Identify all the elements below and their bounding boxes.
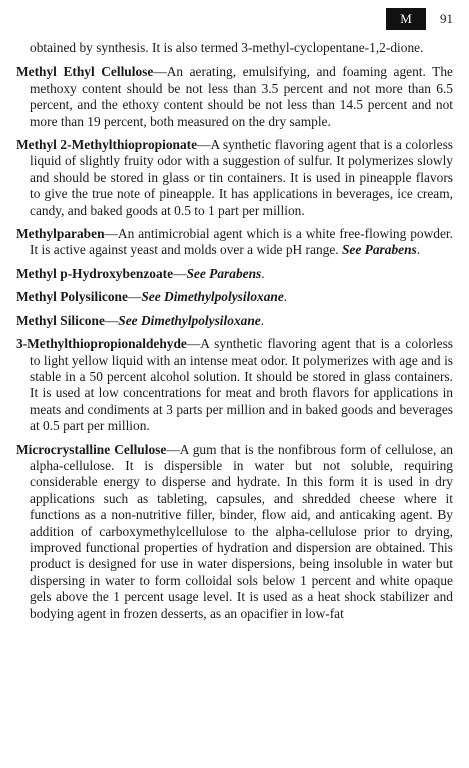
entry-methylparaben <box>16 226 453 259</box>
entry-methyl-p-hydroxybenzoate <box>16 266 453 282</box>
entry-microcrystalline-cellulose <box>16 442 453 622</box>
entry-term: Microcrystalline Cellulose <box>16 441 167 457</box>
entry-tail: . <box>283 289 288 305</box>
entry-tail: . <box>260 312 265 328</box>
entry-methyl-silicone <box>16 313 453 329</box>
entry-text: —An antimicrobial agent which is a white free-flowing powder. It is active against yeast and molds over a wide pH range. <box>30 226 453 258</box>
entry-continuation <box>16 40 453 56</box>
entry-term: Methyl p-Hydroxybenzoate <box>16 265 174 281</box>
entry-term: Methyl Polysilicone <box>16 289 128 305</box>
entry-text: —A synthetic flavoring agent that is a colorless to light yellow liquid with an intense meat odor. It polymerizes with age and is stable in a 50 percent alcohol solution. It should be stored in glass containers. It is used at low concentrations for meat and broth flavors for applications in meats and condiments at 3 parts per million and in baked goods and beverages at 0.5 part per million. <box>30 336 453 434</box>
page-number: 91 <box>440 11 453 26</box>
entry-text: —A synthetic flavoring agent that is a colorless liquid of slightly fruity odor with a suggestion of sulfur. It polymerizes slowly and should be stored in glass or tin containers. It is used in pineapple flavors to give the true note of pineapple. It has applications in beverages, ice cream, candy, and baked goods at 0.5 to 1 part per million. <box>30 137 453 218</box>
cross-reference: See Parabens <box>341 242 417 258</box>
entry-methyl-2-methylthiopropionate <box>16 137 453 219</box>
entry-term: Methylparaben <box>16 226 105 242</box>
entry-methyl-polysilicone <box>16 289 453 305</box>
entry-text: —A gum that is the nonfibrous form of cellulose, an alpha-cellulose. It is dispersible in water but not soluble, requiring considerable energy to disperse and hydrate. In this form it is used in dry applications such as tableting, capsules, and shredded cheese where it functions as a non-nutritive filler, binder, flow aid, and anticaking agent. By addition of carboxymethylcellulose to the alpha-cellulose prior to drying, improved functional properties of hydration and dispersion are obtained. This product is designed for use in water dispersions, being insoluble in water but dispersing in water to form colloidal sols below 1 percent and white opaque gels above the 1 percent usage level. It is used as a heat shock stabilizer and bodying agent in frozen desserts, as an opacifier in low-fat <box>30 441 453 621</box>
dictionary-body <box>16 40 453 629</box>
entry-tail: . <box>416 242 421 258</box>
entry-term: Methyl 2-Methylthiopropionate <box>16 137 198 153</box>
entry-text: — <box>127 289 142 305</box>
entry-methyl-ethyl-cellulose <box>16 64 453 130</box>
entry-term: 3-Methylthiopropionaldehyde <box>16 336 187 352</box>
cross-reference: See Dimethylpolysiloxane <box>141 289 284 305</box>
cross-reference: See Parabens <box>186 265 262 281</box>
entry-text: obtained by synthesis. It is also termed 3-methyl-cyclopentane-1,2-dione. <box>30 40 424 55</box>
entry-3-methylthiopropionaldehyde <box>16 336 453 434</box>
entry-text: — <box>104 312 119 328</box>
page-header <box>386 8 453 30</box>
entry-term: Methyl Silicone <box>16 312 105 328</box>
entry-term: Methyl Ethyl Cellulose <box>16 64 154 80</box>
entry-text: —An aerating, emulsifying, and foaming agent. The methoxy content should be not less than 3.5 percent and not more than 6.5 percent, and the ethoxy content should be not less than 14.5 percent and not more than 19 percent, both measured on the dry sample. <box>30 64 453 129</box>
section-tab: M <box>386 8 426 30</box>
entry-text: — <box>173 265 187 281</box>
cross-reference: See Dimethylpolysiloxane <box>118 312 261 328</box>
entry-tail: . <box>261 265 265 281</box>
